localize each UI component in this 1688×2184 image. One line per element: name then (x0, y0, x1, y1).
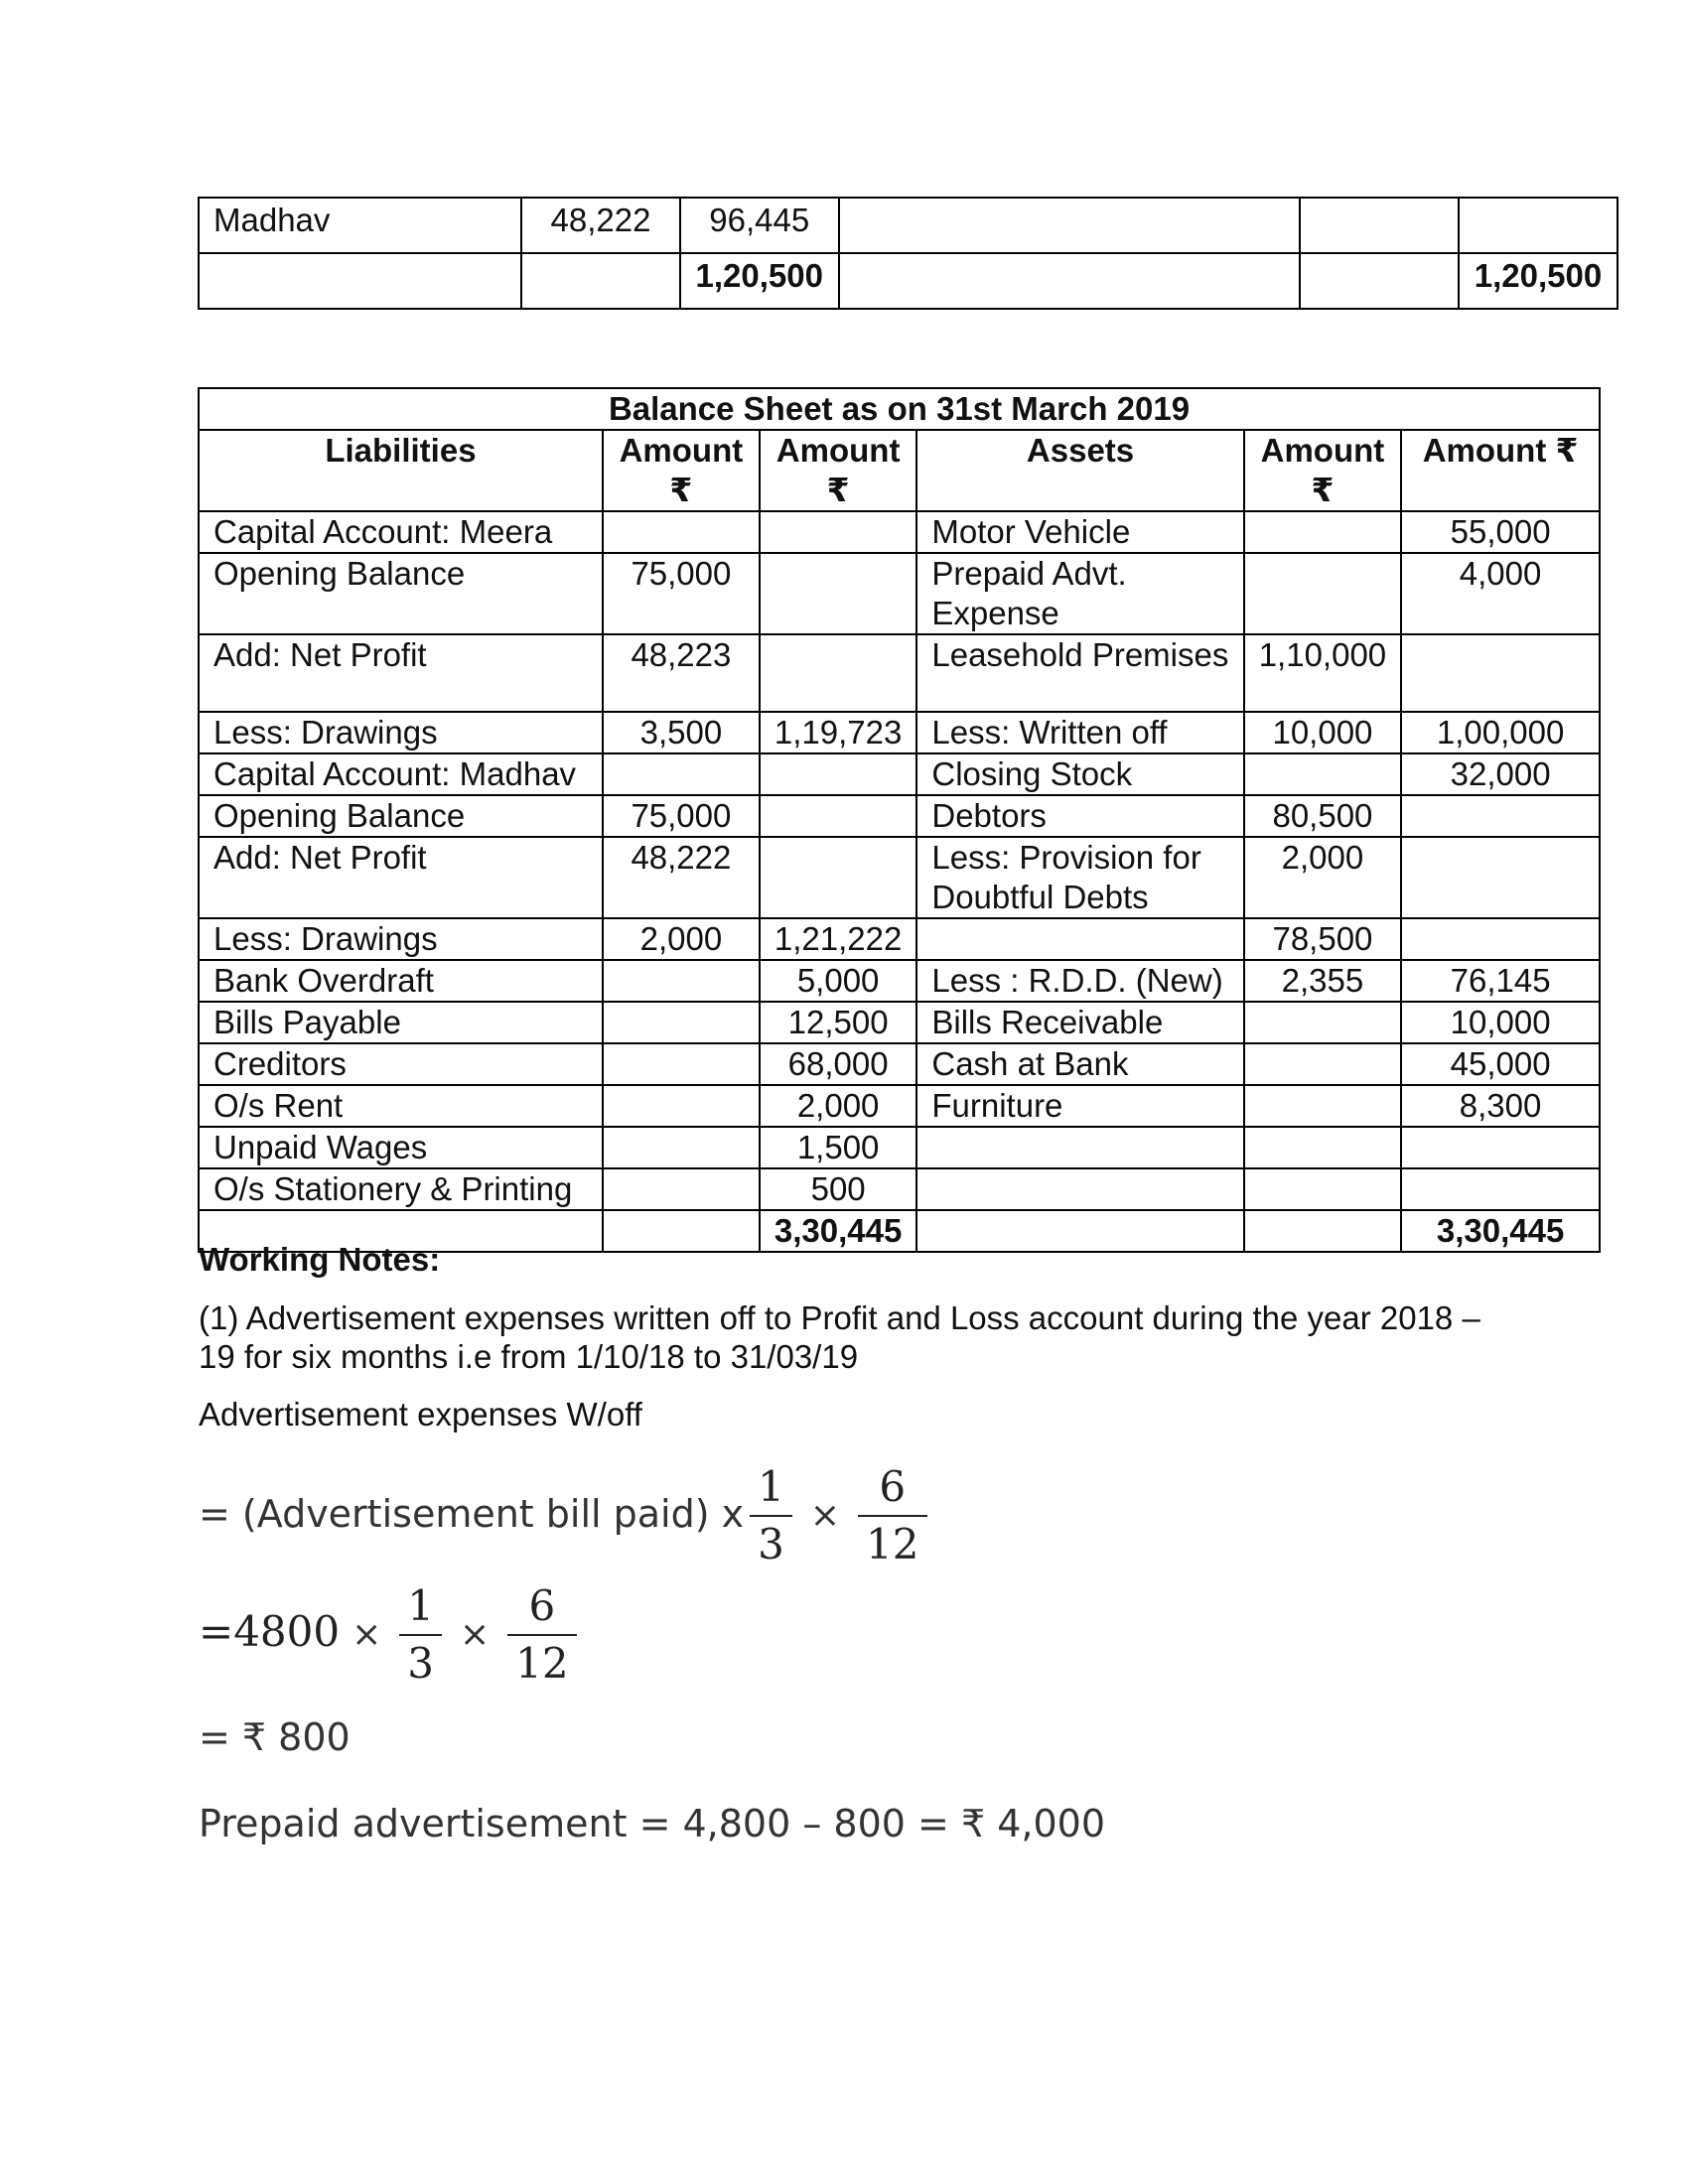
amount-cell (1244, 1085, 1401, 1127)
amount-cell (1244, 1168, 1401, 1210)
amount-cell (1401, 795, 1600, 837)
table-header-row (199, 430, 1600, 511)
table-row (199, 837, 1600, 918)
asset-label: Prepaid Advt. Expense (916, 553, 1243, 634)
liability-label: Bank Overdraft (199, 960, 603, 1002)
asset-label: Less: Provision for Doubtful Debts (916, 837, 1243, 918)
table-row (199, 795, 1600, 837)
amount-cell (760, 753, 916, 795)
liability-label: Bills Payable (199, 1002, 603, 1043)
liability-label: Add: Net Profit (199, 634, 603, 712)
amount-cell: 500 (760, 1168, 916, 1210)
amount-cell: 48,222 (521, 198, 680, 253)
table-row (199, 198, 1618, 253)
total-cell: 3,30,445 (1401, 1210, 1600, 1252)
table-row (199, 1085, 1600, 1127)
asset-label: Less: Written off (916, 712, 1243, 753)
amount-cell (1401, 918, 1600, 960)
amount-cell: 3,500 (603, 712, 760, 753)
asset-label: Cash at Bank (916, 1043, 1243, 1085)
total-cell: 1,20,500 (1459, 253, 1618, 309)
amount-cell (760, 795, 916, 837)
asset-label (916, 1168, 1243, 1210)
amount-cell (760, 837, 916, 918)
amount-cell: 78,500 (1244, 918, 1401, 960)
amount-cell: 48,223 (603, 634, 760, 712)
header-amount: Amount ₹ (603, 430, 760, 511)
amount-cell: 75,000 (603, 795, 760, 837)
amount-cell: 12,500 (760, 1002, 916, 1043)
amount-cell: 96,445 (680, 198, 839, 253)
asset-label: Bills Receivable (916, 1002, 1243, 1043)
total-cell: 3,30,445 (760, 1210, 916, 1252)
prepaid-advertisement-result: Prepaid advertisement = 4,800 – 800 = ₹ 4,000 (199, 1802, 1106, 1845)
amount-cell: 55,000 (1401, 511, 1600, 553)
amount-cell (1244, 511, 1401, 553)
amount-cell (760, 634, 916, 712)
amount-cell (1244, 753, 1401, 795)
amount-cell: 1,10,000 (1244, 634, 1401, 712)
amount-cell: 1,500 (760, 1127, 916, 1168)
amount-cell (1244, 553, 1401, 634)
amount-cell: 8,300 (1401, 1085, 1600, 1127)
empty-cell (916, 1210, 1243, 1252)
liability-label: Add: Net Profit (199, 837, 603, 918)
empty-cell (839, 253, 1301, 309)
equation-result: = ₹ 800 (199, 1715, 351, 1759)
table-row (199, 553, 1600, 634)
equation-formula: = (Advertisement bill paid) x $\frac{1}{3}$ × $\frac{6}{12}$ (199, 1459, 933, 1572)
liability-label: Less: Drawings (199, 712, 603, 753)
liability-label: Unpaid Wages (199, 1127, 603, 1168)
amount-cell (1244, 1043, 1401, 1085)
working-note-text: (1) Advertisement expenses written off to Profit and Loss account during the year 2018 – 19 for six months i.e from 1/10/18 to 31/03/19 (199, 1299, 1480, 1375)
amount-cell: 80,500 (1244, 795, 1401, 837)
amount-cell: 4,000 (1401, 553, 1600, 634)
amount-cell: 2,000 (1244, 837, 1401, 918)
asset-label: Debtors (916, 795, 1243, 837)
asset-label: Closing Stock (916, 753, 1243, 795)
table-row (199, 1002, 1600, 1043)
table-row (199, 1127, 1600, 1168)
liability-label: Capital Account: Meera (199, 511, 603, 553)
fraction: $\frac{1}{3}$ (399, 1578, 442, 1692)
amount-cell: 75,000 (603, 553, 760, 634)
amount-cell: 5,000 (760, 960, 916, 1002)
liability-label: Creditors (199, 1043, 603, 1085)
total-cell: 1,20,500 (680, 253, 839, 309)
amount-cell: 1,21,222 (760, 918, 916, 960)
amount-cell (1244, 1127, 1401, 1168)
asset-label: Furniture (916, 1085, 1243, 1127)
amount-cell: 76,145 (1401, 960, 1600, 1002)
balance-sheet-title: Balance Sheet as on 31st March 2019 (199, 388, 1600, 430)
amount-cell: 2,000 (760, 1085, 916, 1127)
table-row (199, 960, 1600, 1002)
asset-label (916, 918, 1243, 960)
amount-cell: 45,000 (1401, 1043, 1600, 1085)
table-row (199, 511, 1600, 553)
asset-label: Leasehold Premises (916, 634, 1243, 712)
equation-prefix: = (Advertisement bill paid) x (199, 1492, 745, 1536)
table-row (199, 634, 1600, 712)
amount-cell (603, 1127, 760, 1168)
amount-cell: 32,000 (1401, 753, 1600, 795)
empty-cell (603, 1210, 760, 1252)
amount-cell (603, 1085, 760, 1127)
balance-sheet-table (198, 387, 1601, 1253)
empty-cell (1244, 1210, 1401, 1252)
partner-name: Madhav (199, 198, 521, 253)
amount-cell: 2,355 (1244, 960, 1401, 1002)
header-amount: Amount ₹ (1401, 430, 1600, 511)
amount-cell (603, 1002, 760, 1043)
amount-cell: 2,000 (603, 918, 760, 960)
liability-label: O/s Stationery & Printing (199, 1168, 603, 1210)
amount-cell (1401, 1168, 1600, 1210)
amount-cell: 10,000 (1244, 712, 1401, 753)
table-row (199, 753, 1600, 795)
amount-cell: 1,19,723 (760, 712, 916, 753)
amount-cell (603, 960, 760, 1002)
liability-label: Less: Drawings (199, 918, 603, 960)
amount-cell: 10,000 (1401, 1002, 1600, 1043)
header-assets: Assets (916, 430, 1243, 511)
header-amount: Amount ₹ (760, 430, 916, 511)
amount-cell: 1,00,000 (1401, 712, 1600, 753)
working-note-line: Advertisement expenses W/off (199, 1396, 642, 1433)
liability-label: Opening Balance (199, 795, 603, 837)
table-row (199, 1168, 1600, 1210)
fraction: $\frac{6}{12}$ (507, 1578, 576, 1692)
empty-cell (521, 253, 680, 309)
liability-label: Opening Balance (199, 553, 603, 634)
amount-cell: 48,222 (603, 837, 760, 918)
amount-cell (603, 753, 760, 795)
table-row (199, 918, 1600, 960)
empty-cell (839, 198, 1301, 253)
liability-label: O/s Rent (199, 1085, 603, 1127)
empty-cell (1459, 198, 1618, 253)
amount-cell (1244, 1002, 1401, 1043)
amount-cell (1401, 634, 1600, 712)
asset-label: Less : R.D.D. (New) (916, 960, 1243, 1002)
header-liabilities: Liabilities (199, 430, 603, 511)
fraction: $\frac{1}{3}$ (750, 1459, 792, 1572)
equation-prefix: =4800 (199, 1607, 341, 1656)
table-title-row (199, 388, 1600, 430)
amount-cell (603, 511, 760, 553)
table-row (199, 1043, 1600, 1085)
amount-cell (1401, 837, 1600, 918)
empty-cell (199, 253, 521, 309)
liability-label: Capital Account: Madhav (199, 753, 603, 795)
empty-cell (1300, 253, 1459, 309)
asset-label: Motor Vehicle (916, 511, 1243, 553)
amount-cell (1401, 1127, 1600, 1168)
amount-cell: 68,000 (760, 1043, 916, 1085)
amount-cell (760, 553, 916, 634)
fraction: $\frac{6}{12}$ (858, 1459, 926, 1572)
empty-cell (1300, 198, 1459, 253)
table-row (199, 253, 1618, 309)
amount-cell (603, 1168, 760, 1210)
amount-cell (603, 1043, 760, 1085)
amount-cell (760, 511, 916, 553)
asset-label (916, 1127, 1243, 1168)
table-row (199, 712, 1600, 753)
equation-substitution: =4800 × $\frac{1}{3}$ × $\frac{6}{12}$ (199, 1578, 583, 1692)
header-amount: Amount ₹ (1244, 430, 1401, 511)
partners-capital-table (198, 197, 1618, 310)
working-notes-heading: Working Notes: (199, 1241, 441, 1278)
